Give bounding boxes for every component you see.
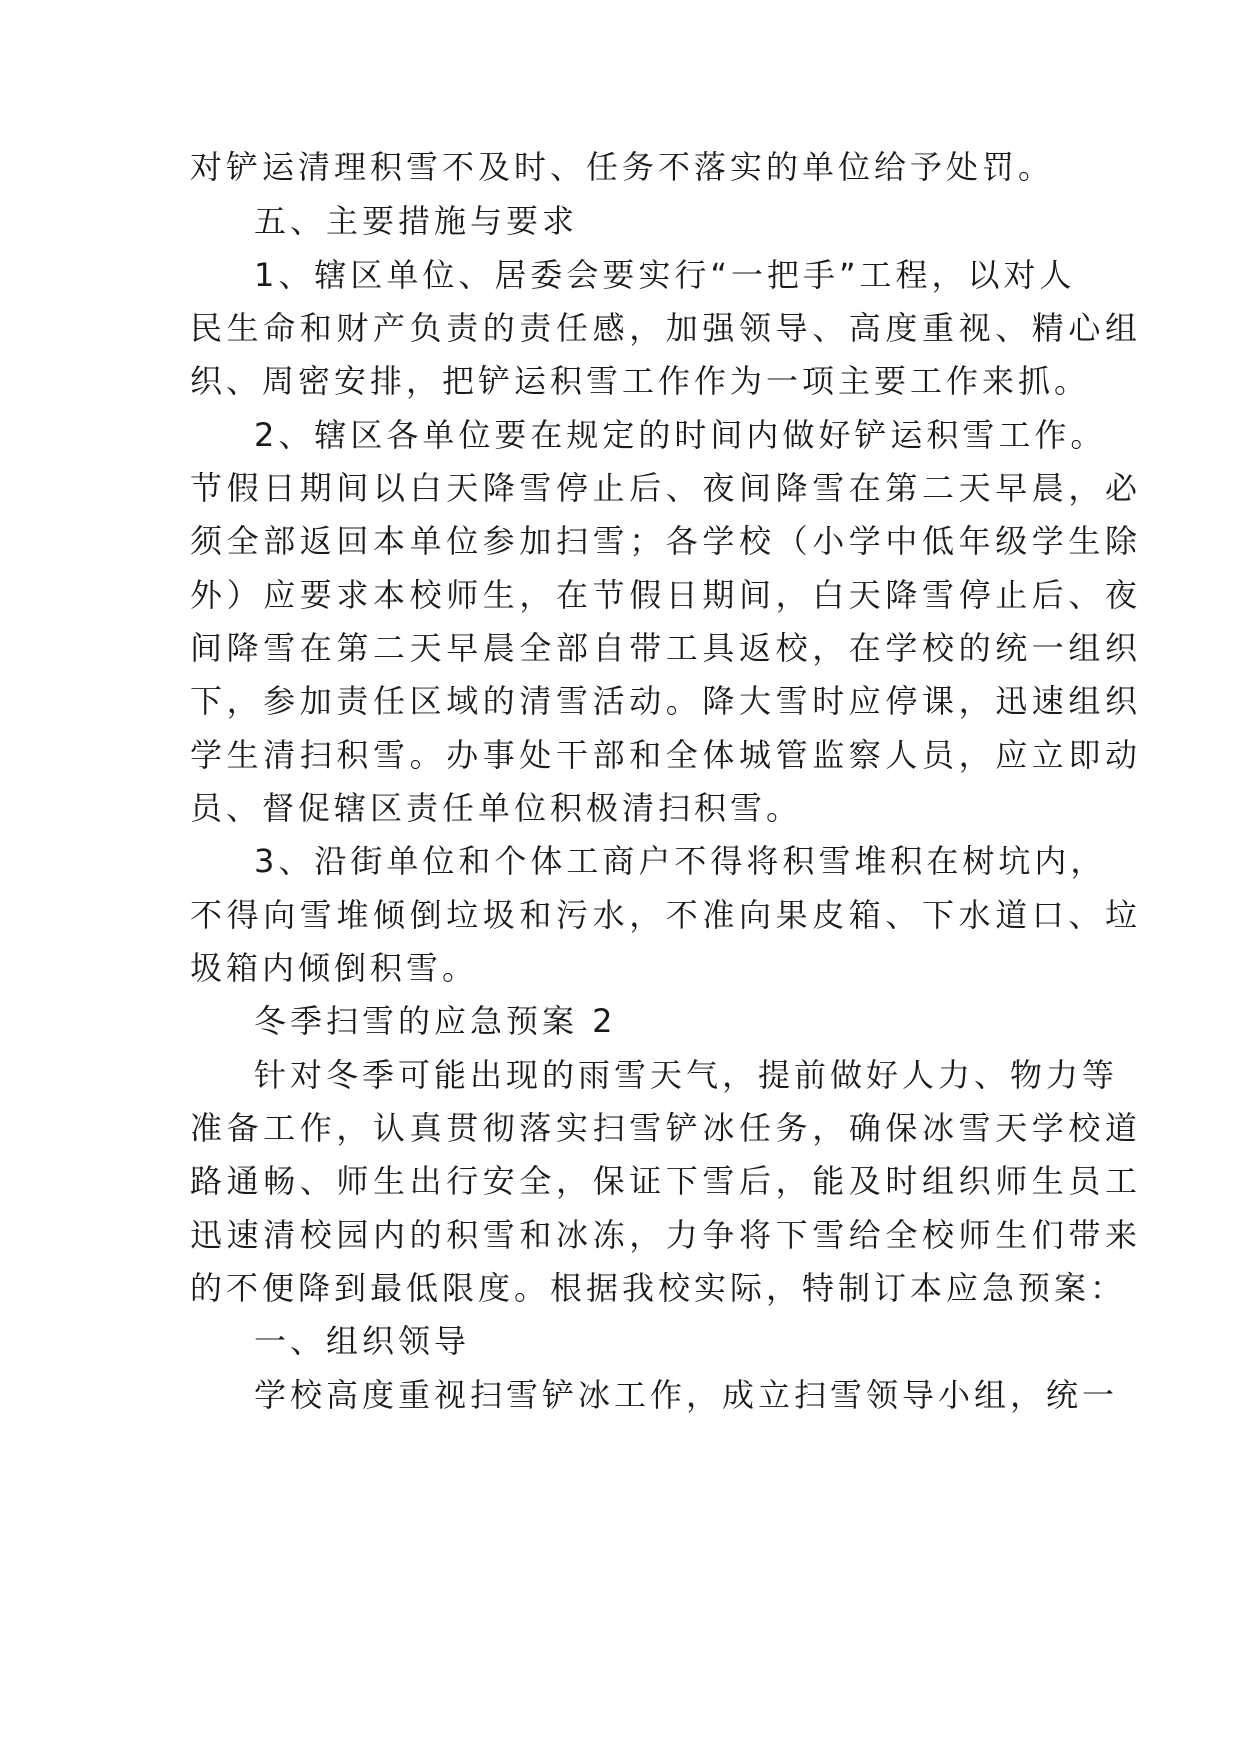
text-line: 路通畅、师生出行安全，保证下雪后，能及时组织师生员工 [190, 1162, 1142, 1200]
section-heading: 五、主要措施与要求 [254, 202, 579, 240]
text-line: 圾箱内倾倒积雪。 [190, 949, 479, 987]
text-line: 须全部返回本单位参加扫雪；各学校（小学中低年级学生除 [190, 522, 1142, 560]
text-line: 外）应要求本校师生，在节假日期间，白天降雪停止后、夜 [190, 576, 1142, 614]
text-line: 员、督促辖区责任单位积极清扫积雪。 [190, 789, 803, 827]
text-line: 间降雪在第二天早晨全部自带工具返校，在学校的统一组织 [190, 629, 1142, 667]
text-line: 准备工作，认真贯彻落实扫雪铲冰任务，确保冰雪天学校道 [190, 1109, 1142, 1147]
text-line: 民生命和财产负责的责任感，加强领导、高度重视、精心组 [190, 309, 1142, 347]
text-line: 的不便降到最低限度。根据我校实际，特制订本应急预案： [190, 1269, 1127, 1307]
text-line: 对铲运清理积雪不及时、任务不落实的单位给予处罚。 [190, 148, 1055, 186]
text-line: 织、周密安排，把铲运积雪工作作为一项主要工作来抓。 [190, 362, 1091, 400]
text-line: 下，参加责任区域的清雪活动。降大雪时应停课，迅速组织 [190, 682, 1142, 720]
text-line: 1、辖区单位、居委会要实行“一把手”工程，以对人 [254, 256, 1076, 294]
text-line: 节假日期间以白天降雪停止后、夜间降雪在第二天早晨，必 [190, 469, 1142, 507]
section-heading: 冬季扫雪的应急预案 2 [254, 1002, 617, 1040]
text-line: 学校高度重视扫雪铲冰工作，成立扫雪领导小组，统一 [254, 1376, 1119, 1414]
text-line: 针对冬季可能出现的雨雪天气，提前做好人力、物力等 [254, 1056, 1119, 1094]
text-line: 学生清扫积雪。办事处干部和全体城管监察人员，应立即动 [190, 736, 1142, 774]
text-line: 2、辖区各单位要在规定的时间内做好铲运积雪工作。 [254, 416, 1107, 454]
section-heading: 一、组织领导 [254, 1322, 471, 1360]
text-line: 迅速清校园内的积雪和冰冻，力争将下雪给全校师生们带来 [190, 1216, 1142, 1254]
text-line: 3、沿街单位和个体工商户不得将积雪堆积在树坑内， [254, 842, 1107, 880]
text-line: 不得向雪堆倾倒垃圾和污水，不准向果皮箱、下水道口、垃 [190, 896, 1142, 934]
